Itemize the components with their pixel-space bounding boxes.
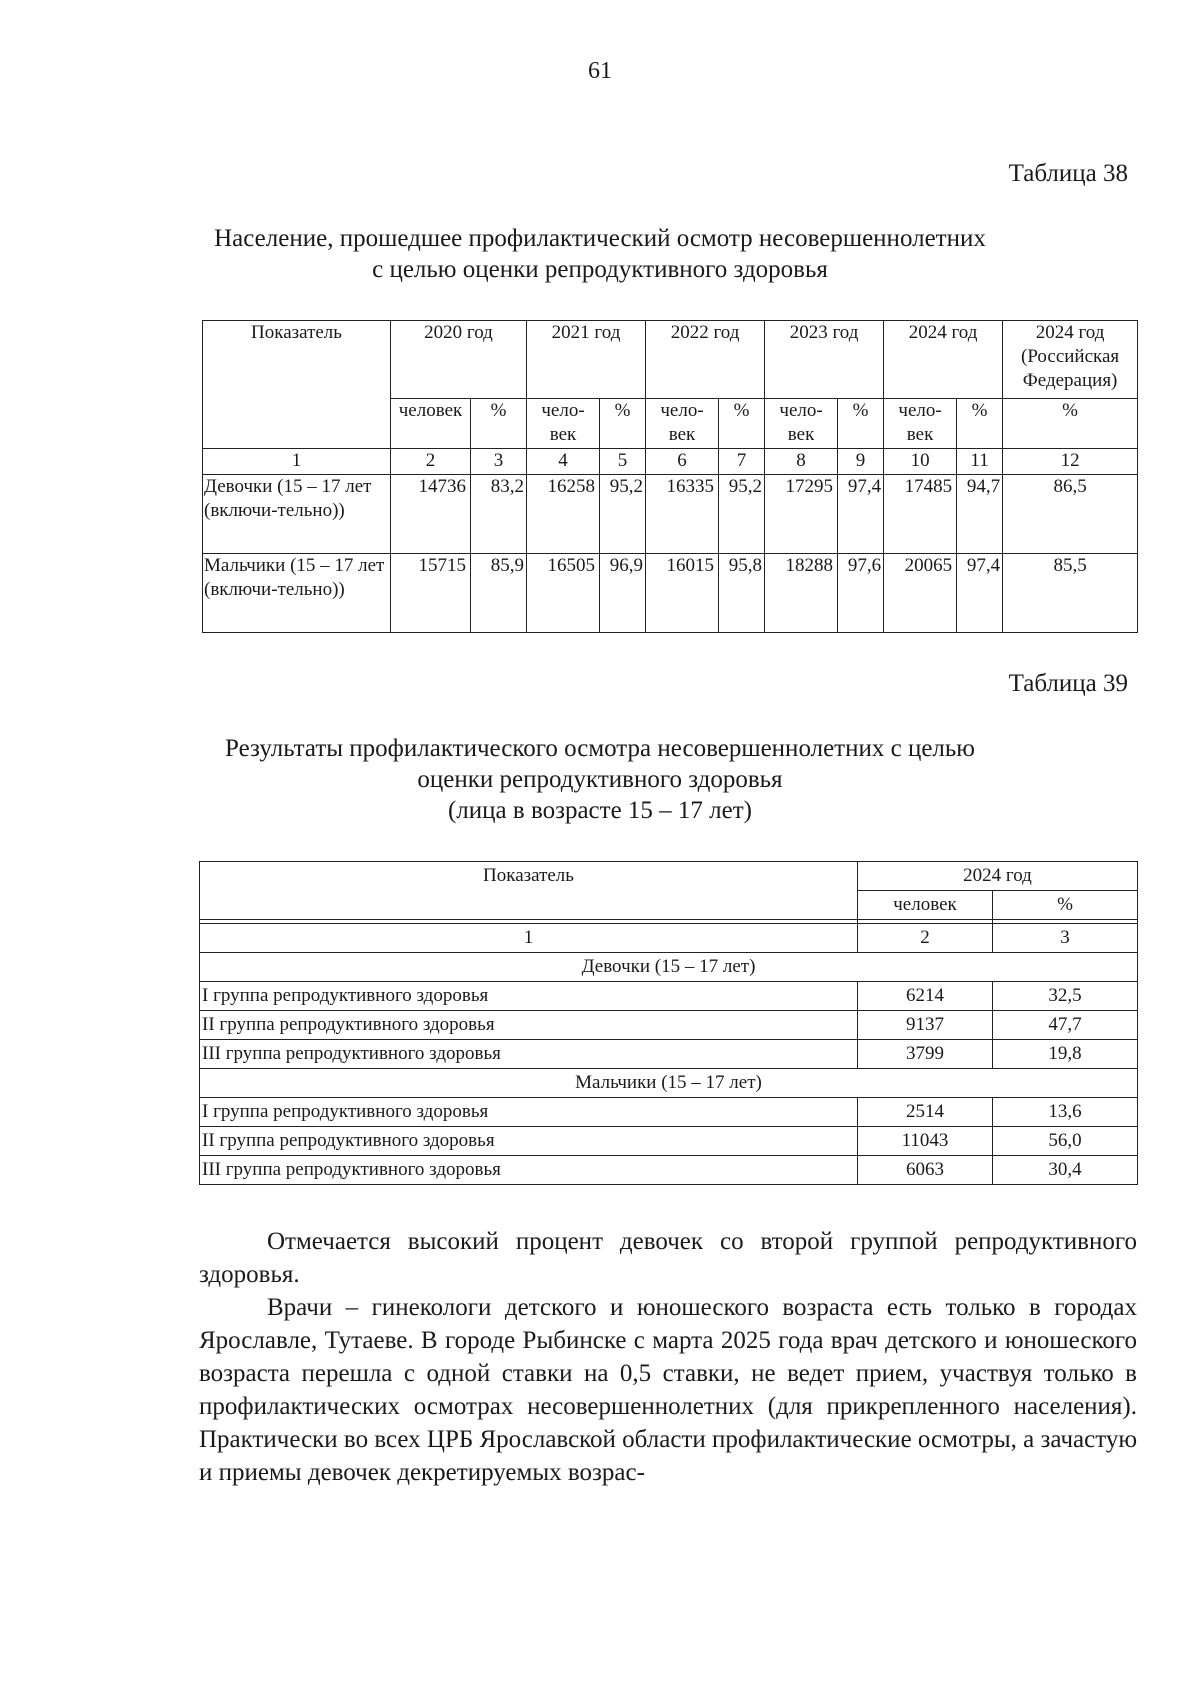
value-pct: 95,8	[719, 554, 765, 633]
section-girls: Девочки (15 – 17 лет)	[200, 953, 1138, 982]
column-number: 12	[1003, 449, 1138, 475]
header-pct: %	[957, 399, 1003, 449]
table-39-title	[150, 733, 1050, 826]
header-people: человек	[391, 399, 471, 449]
value-pct: 19,8	[993, 1040, 1138, 1069]
table-row	[200, 1127, 1138, 1156]
value-pct: 95,2	[600, 475, 646, 554]
header-people: чело- век	[765, 399, 838, 449]
value-people: 2514	[858, 1098, 993, 1127]
row-label-girls: Девочки (15 – 17 лет (включи-тельно))	[203, 475, 391, 554]
value-pct: 97,6	[838, 554, 884, 633]
header-indicator: Показатель	[203, 321, 391, 449]
value-people: 6063	[858, 1156, 993, 1185]
column-number: 10	[884, 449, 957, 475]
row-label: II группа репродуктивного здоровья	[200, 1011, 858, 1040]
header-people: чело- век	[646, 399, 719, 449]
value-pct: 95,2	[719, 475, 765, 554]
value-people: 17295	[765, 475, 838, 554]
column-number: 3	[471, 449, 527, 475]
value-rf-pct: 86,5	[1003, 475, 1138, 554]
value-pct: 83,2	[471, 475, 527, 554]
header-year: 2024 год	[858, 862, 1138, 891]
table-38	[202, 320, 1138, 633]
table-row	[200, 1098, 1138, 1127]
table-38-title-line: Население, прошедшее профилактический осмотр несовершеннолетних	[214, 225, 986, 252]
value-people: 9137	[858, 1011, 993, 1040]
header-year: 2023 год	[765, 321, 884, 399]
header-year: 2021 год	[527, 321, 646, 399]
value-pct: 56,0	[993, 1127, 1138, 1156]
table-39-title-line: (лица в возрасте 15 – 17 лет)	[447, 797, 752, 824]
value-people: 17485	[884, 475, 957, 554]
value-rf-pct: 85,5	[1003, 554, 1138, 633]
row-label: III группа репродуктивного здоровья	[200, 1156, 858, 1185]
value-pct: 32,5	[993, 982, 1138, 1011]
header-pct: %	[600, 399, 646, 449]
page-number: 61	[588, 58, 612, 84]
header-people: чело- век	[527, 399, 600, 449]
table-38-title-line: с целью оценки репродуктивного здоровья	[372, 256, 828, 283]
table-39-title-line: Результаты профилактического осмотра несовершеннолетних с целью	[225, 735, 975, 762]
row-label: I группа репродуктивного здоровья	[200, 1098, 858, 1127]
column-number: 1	[200, 924, 858, 953]
header-year-rf: 2024 год (Российская Федерация)	[1003, 321, 1138, 399]
value-pct: 30,4	[993, 1156, 1138, 1185]
row-label-boys: Мальчики (15 – 17 лет (включи-тельно))	[203, 554, 391, 633]
value-people: 16335	[646, 475, 719, 554]
column-number: 4	[527, 449, 600, 475]
table-39-label: Таблица 39	[1008, 670, 1128, 697]
table-39	[199, 861, 1138, 1185]
header-people: чело- век	[884, 399, 957, 449]
row-label: III группа репродуктивного здоровья	[200, 1040, 858, 1069]
table-38-label: Таблица 38	[1008, 160, 1128, 187]
table-row	[200, 1040, 1138, 1069]
value-pct: 85,9	[471, 554, 527, 633]
table-row	[203, 475, 1138, 554]
header-pct: %	[471, 399, 527, 449]
column-number: 3	[993, 924, 1138, 953]
table-row	[200, 982, 1138, 1011]
column-number: 1	[203, 449, 391, 475]
value-people: 11043	[858, 1127, 993, 1156]
header-year: 2020 год	[391, 321, 527, 399]
column-number: 11	[957, 449, 1003, 475]
value-pct: 13,6	[993, 1098, 1138, 1127]
column-number: 5	[600, 449, 646, 475]
column-number: 2	[858, 924, 993, 953]
section-boys: Мальчики (15 – 17 лет)	[200, 1069, 1138, 1098]
value-pct: 47,7	[993, 1011, 1138, 1040]
column-number: 8	[765, 449, 838, 475]
value-people: 18288	[765, 554, 838, 633]
column-number: 2	[391, 449, 471, 475]
value-pct: 94,7	[957, 475, 1003, 554]
table-39-title-line: оценки репродуктивного здоровья	[417, 766, 783, 793]
table-38-title	[150, 223, 1050, 285]
paragraph: Врачи – гинекологи детского и юношеского возраста есть только в городах Ярославле, Тутаеве. В городе Рыбинске с марта 2025 года врач детского и юношеского возраста перешла с одной ставки на 0,5 ставки, не ведет прием, участвуя только в профилактических осмотрах несовершеннолетних (для прикрепленного населения). Практически во всех ЦРБ Ярославской области профилактические осмотры, а зачастую и приемы девочек декретируемых возрас-	[199, 1294, 1138, 1486]
value-people: 3799	[858, 1040, 993, 1069]
value-people: 15715	[391, 554, 471, 633]
value-people: 16015	[646, 554, 719, 633]
header-year: 2024 год	[884, 321, 1003, 399]
paragraph: Отмечается высокий процент девочек со второй группой репродуктивного здоровья.	[199, 1228, 1137, 1288]
column-number: 6	[646, 449, 719, 475]
column-number: 9	[838, 449, 884, 475]
value-pct: 96,9	[600, 554, 646, 633]
table-row	[203, 554, 1138, 633]
header-pct: %	[719, 399, 765, 449]
row-label: I группа репродуктивного здоровья	[200, 982, 858, 1011]
header-pct: %	[838, 399, 884, 449]
value-pct: 97,4	[838, 475, 884, 554]
row-label: II группа репродуктивного здоровья	[200, 1127, 858, 1156]
header-indicator: Показатель	[200, 862, 858, 920]
value-people: 20065	[884, 554, 957, 633]
header-year: 2022 год	[646, 321, 765, 399]
value-people: 16258	[527, 475, 600, 554]
header-people: человек	[858, 891, 993, 920]
header-pct: %	[1003, 399, 1138, 449]
column-number: 7	[719, 449, 765, 475]
value-pct: 97,4	[957, 554, 1003, 633]
table-row	[200, 1156, 1138, 1185]
value-people: 6214	[858, 982, 993, 1011]
value-people: 16505	[527, 554, 600, 633]
table-row	[200, 1011, 1138, 1040]
header-pct: %	[993, 891, 1138, 920]
value-people: 14736	[391, 475, 471, 554]
